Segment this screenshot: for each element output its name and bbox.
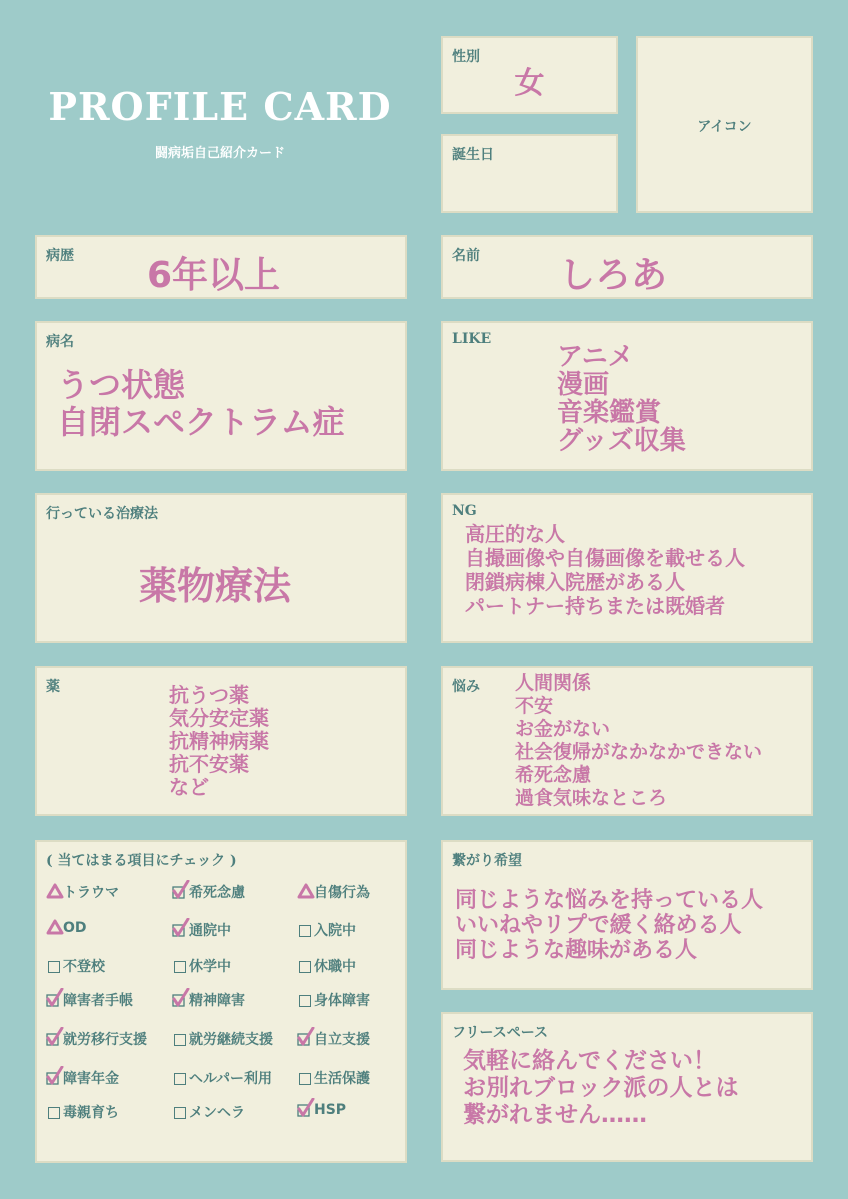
checkbox-empty-icon [297, 992, 313, 1008]
treatment-value: 薬物療法 [139, 564, 292, 608]
treatment-card [35, 493, 407, 643]
checklist-item[interactable] [172, 990, 245, 1010]
birthday-card [441, 134, 618, 213]
checklist-item[interactable] [172, 882, 245, 902]
triangle-icon [297, 884, 313, 900]
worries-label: 悩み [452, 679, 480, 695]
checkmark-icon [46, 992, 62, 1008]
checklist-item-label: メンヘラ [189, 1105, 245, 1121]
checklist-label: ( 当てはまる項目にチェック ) [46, 853, 237, 869]
like-item: アニメ [557, 342, 634, 372]
like-card [441, 321, 813, 471]
disease-list [57, 367, 345, 441]
ng-list [465, 522, 745, 618]
checklist-item-label: 休職中 [314, 959, 356, 975]
checklist-item[interactable] [46, 1029, 147, 1049]
checklist-item-label: 不登校 [63, 959, 105, 975]
worries-list [515, 672, 762, 810]
checklist-item[interactable] [297, 882, 370, 902]
ng-item: 高圧的な人 [465, 522, 565, 546]
checklist-item-label: HSP [314, 1102, 347, 1118]
checklist-item[interactable] [297, 920, 356, 940]
checklist-item-label: 生活保護 [314, 1071, 370, 1087]
checkmark-icon [297, 1102, 313, 1118]
checklist-card [35, 840, 407, 1163]
connect-list [455, 888, 763, 963]
checklist-item-label: 通院中 [189, 923, 231, 939]
checklist-item[interactable] [297, 990, 370, 1010]
connect-label: 繋がり希望 [452, 853, 522, 869]
free-space-line: 繋がれません…… [463, 1102, 647, 1128]
connect-item: 同じような悩みを持っている人 [455, 888, 764, 913]
checkbox-empty-icon [172, 1070, 188, 1086]
gender-value: 女 [514, 66, 545, 101]
triangle-icon [46, 884, 62, 900]
page-subtitle: 闘病垢自己紹介カード [154, 146, 285, 161]
ng-label: NG [452, 503, 477, 519]
checkbox-empty-icon [172, 1031, 188, 1047]
ng-item: 閉鎖病棟入院歴がある人 [465, 570, 685, 594]
worries-item: 希死念慮 [515, 764, 592, 786]
disease-label: 病名 [46, 334, 74, 350]
checklist-item-label: 障害者手帳 [63, 993, 133, 1009]
medicine-card [35, 666, 407, 816]
checkbox-empty-icon [46, 1104, 62, 1120]
checkmark-icon [172, 992, 188, 1008]
like-item: 音楽鑑賞 [557, 398, 662, 428]
checklist-item-label: 希死念慮 [189, 885, 245, 901]
checklist-item[interactable] [46, 882, 119, 902]
checklist-item[interactable] [297, 1029, 370, 1049]
history-label: 病歴 [46, 248, 74, 264]
checklist-item[interactable] [172, 1102, 245, 1122]
page-title: PROFILE CARD [48, 84, 392, 129]
checkbox-empty-icon [46, 958, 62, 974]
free-space-line: 気軽に絡んでください！ [463, 1048, 716, 1074]
name-label: 名前 [452, 248, 480, 264]
checkbox-empty-icon [172, 1104, 188, 1120]
history-card [35, 235, 407, 299]
worries-item: 過食気味なところ [515, 787, 668, 809]
checklist-item-label: 障害年金 [63, 1071, 119, 1087]
checklist-item-label: 身体障害 [314, 993, 370, 1009]
free-space-card [441, 1012, 813, 1162]
connect-card [441, 840, 813, 990]
checkbox-empty-icon [172, 958, 188, 974]
disease-item: 自閉スペクトラム症 [57, 403, 345, 441]
worries-card [441, 666, 813, 816]
checklist-item-label: 休学中 [189, 959, 231, 975]
checkbox-empty-icon [297, 1070, 313, 1086]
free-space-label: フリースペース [452, 1025, 549, 1041]
checklist-item[interactable] [46, 1068, 119, 1088]
like-item: 漫画 [557, 370, 610, 400]
worries-item: 社会復帰がなかなかできない [515, 741, 763, 763]
checkmark-icon [46, 1031, 62, 1047]
checklist-item[interactable] [46, 990, 133, 1010]
checkmark-icon [297, 1031, 313, 1047]
checklist-item-label: トラウマ [63, 885, 119, 901]
icon-placeholder-label: アイコン [697, 119, 752, 135]
free-space-text [463, 1048, 739, 1129]
checklist-item[interactable] [172, 1029, 273, 1049]
name-card [441, 235, 813, 299]
checklist-item[interactable] [297, 1102, 346, 1118]
checkbox-empty-icon [297, 958, 313, 974]
checklist-item-label: 就労移行支援 [63, 1032, 147, 1048]
checkmark-icon [172, 922, 188, 938]
medicine-item: 気分安定薬 [169, 706, 269, 730]
medicine-list [169, 684, 269, 799]
medicine-item: 抗精神病薬 [169, 729, 269, 753]
like-item: グッズ収集 [557, 426, 686, 456]
connect-item: いいねやリプで緩く絡める人 [455, 913, 742, 938]
checklist-item[interactable] [297, 956, 356, 976]
checklist-item[interactable] [172, 920, 231, 940]
medicine-item: 抗不安薬 [169, 752, 249, 776]
gender-label: 性別 [452, 49, 480, 65]
checklist-item-label: OD [63, 920, 87, 936]
birthday-label: 誕生日 [452, 147, 494, 163]
name-value: しろあ [559, 255, 668, 296]
checklist-item-label: 精神障害 [189, 993, 245, 1009]
icon-card [636, 36, 813, 213]
worries-item: 不安 [515, 695, 554, 717]
checkmark-icon [172, 884, 188, 900]
disease-card [35, 321, 407, 471]
ng-item: パートナー持ちまたは既婚者 [465, 594, 725, 618]
checklist-item[interactable] [172, 956, 231, 976]
checklist-item-label: 就労継続支援 [189, 1032, 273, 1048]
checklist-item[interactable] [297, 1068, 370, 1088]
checklist-item-label: 自立支援 [314, 1032, 370, 1048]
connect-item: 同じような趣味がある人 [455, 938, 698, 963]
medicine-item: 抗うつ薬 [169, 683, 249, 707]
worries-item: お金がない [515, 718, 611, 740]
checklist-item-label: 毒親育ち [63, 1105, 119, 1121]
ng-card [441, 493, 813, 643]
like-label: LIKE [452, 331, 492, 347]
checklist-item-label: 入院中 [314, 923, 356, 939]
checklist-item[interactable] [172, 1068, 272, 1088]
checklist-item[interactable] [46, 956, 105, 976]
free-space-line: お別れブロック派の人とは [463, 1075, 739, 1101]
medicine-item: など [169, 775, 209, 799]
checklist-item-label: 自傷行為 [314, 885, 370, 901]
gender-card [441, 36, 618, 114]
checklist-item[interactable] [46, 1102, 119, 1122]
checkbox-empty-icon [297, 922, 313, 938]
disease-item: うつ状態 [57, 366, 186, 404]
checklist-item-label: ヘルパー利用 [189, 1071, 273, 1087]
triangle-icon [46, 920, 62, 936]
treatment-label: 行っている治療法 [46, 506, 158, 522]
checkmark-icon [46, 1070, 62, 1086]
ng-item: 自撮画像や自傷画像を載せる人 [465, 546, 745, 570]
history-value: 6年以上 [147, 255, 281, 296]
checklist-item[interactable] [46, 920, 87, 936]
medicine-label: 薬 [46, 679, 60, 695]
worries-item: 人間関係 [515, 672, 592, 694]
like-list [557, 343, 686, 455]
